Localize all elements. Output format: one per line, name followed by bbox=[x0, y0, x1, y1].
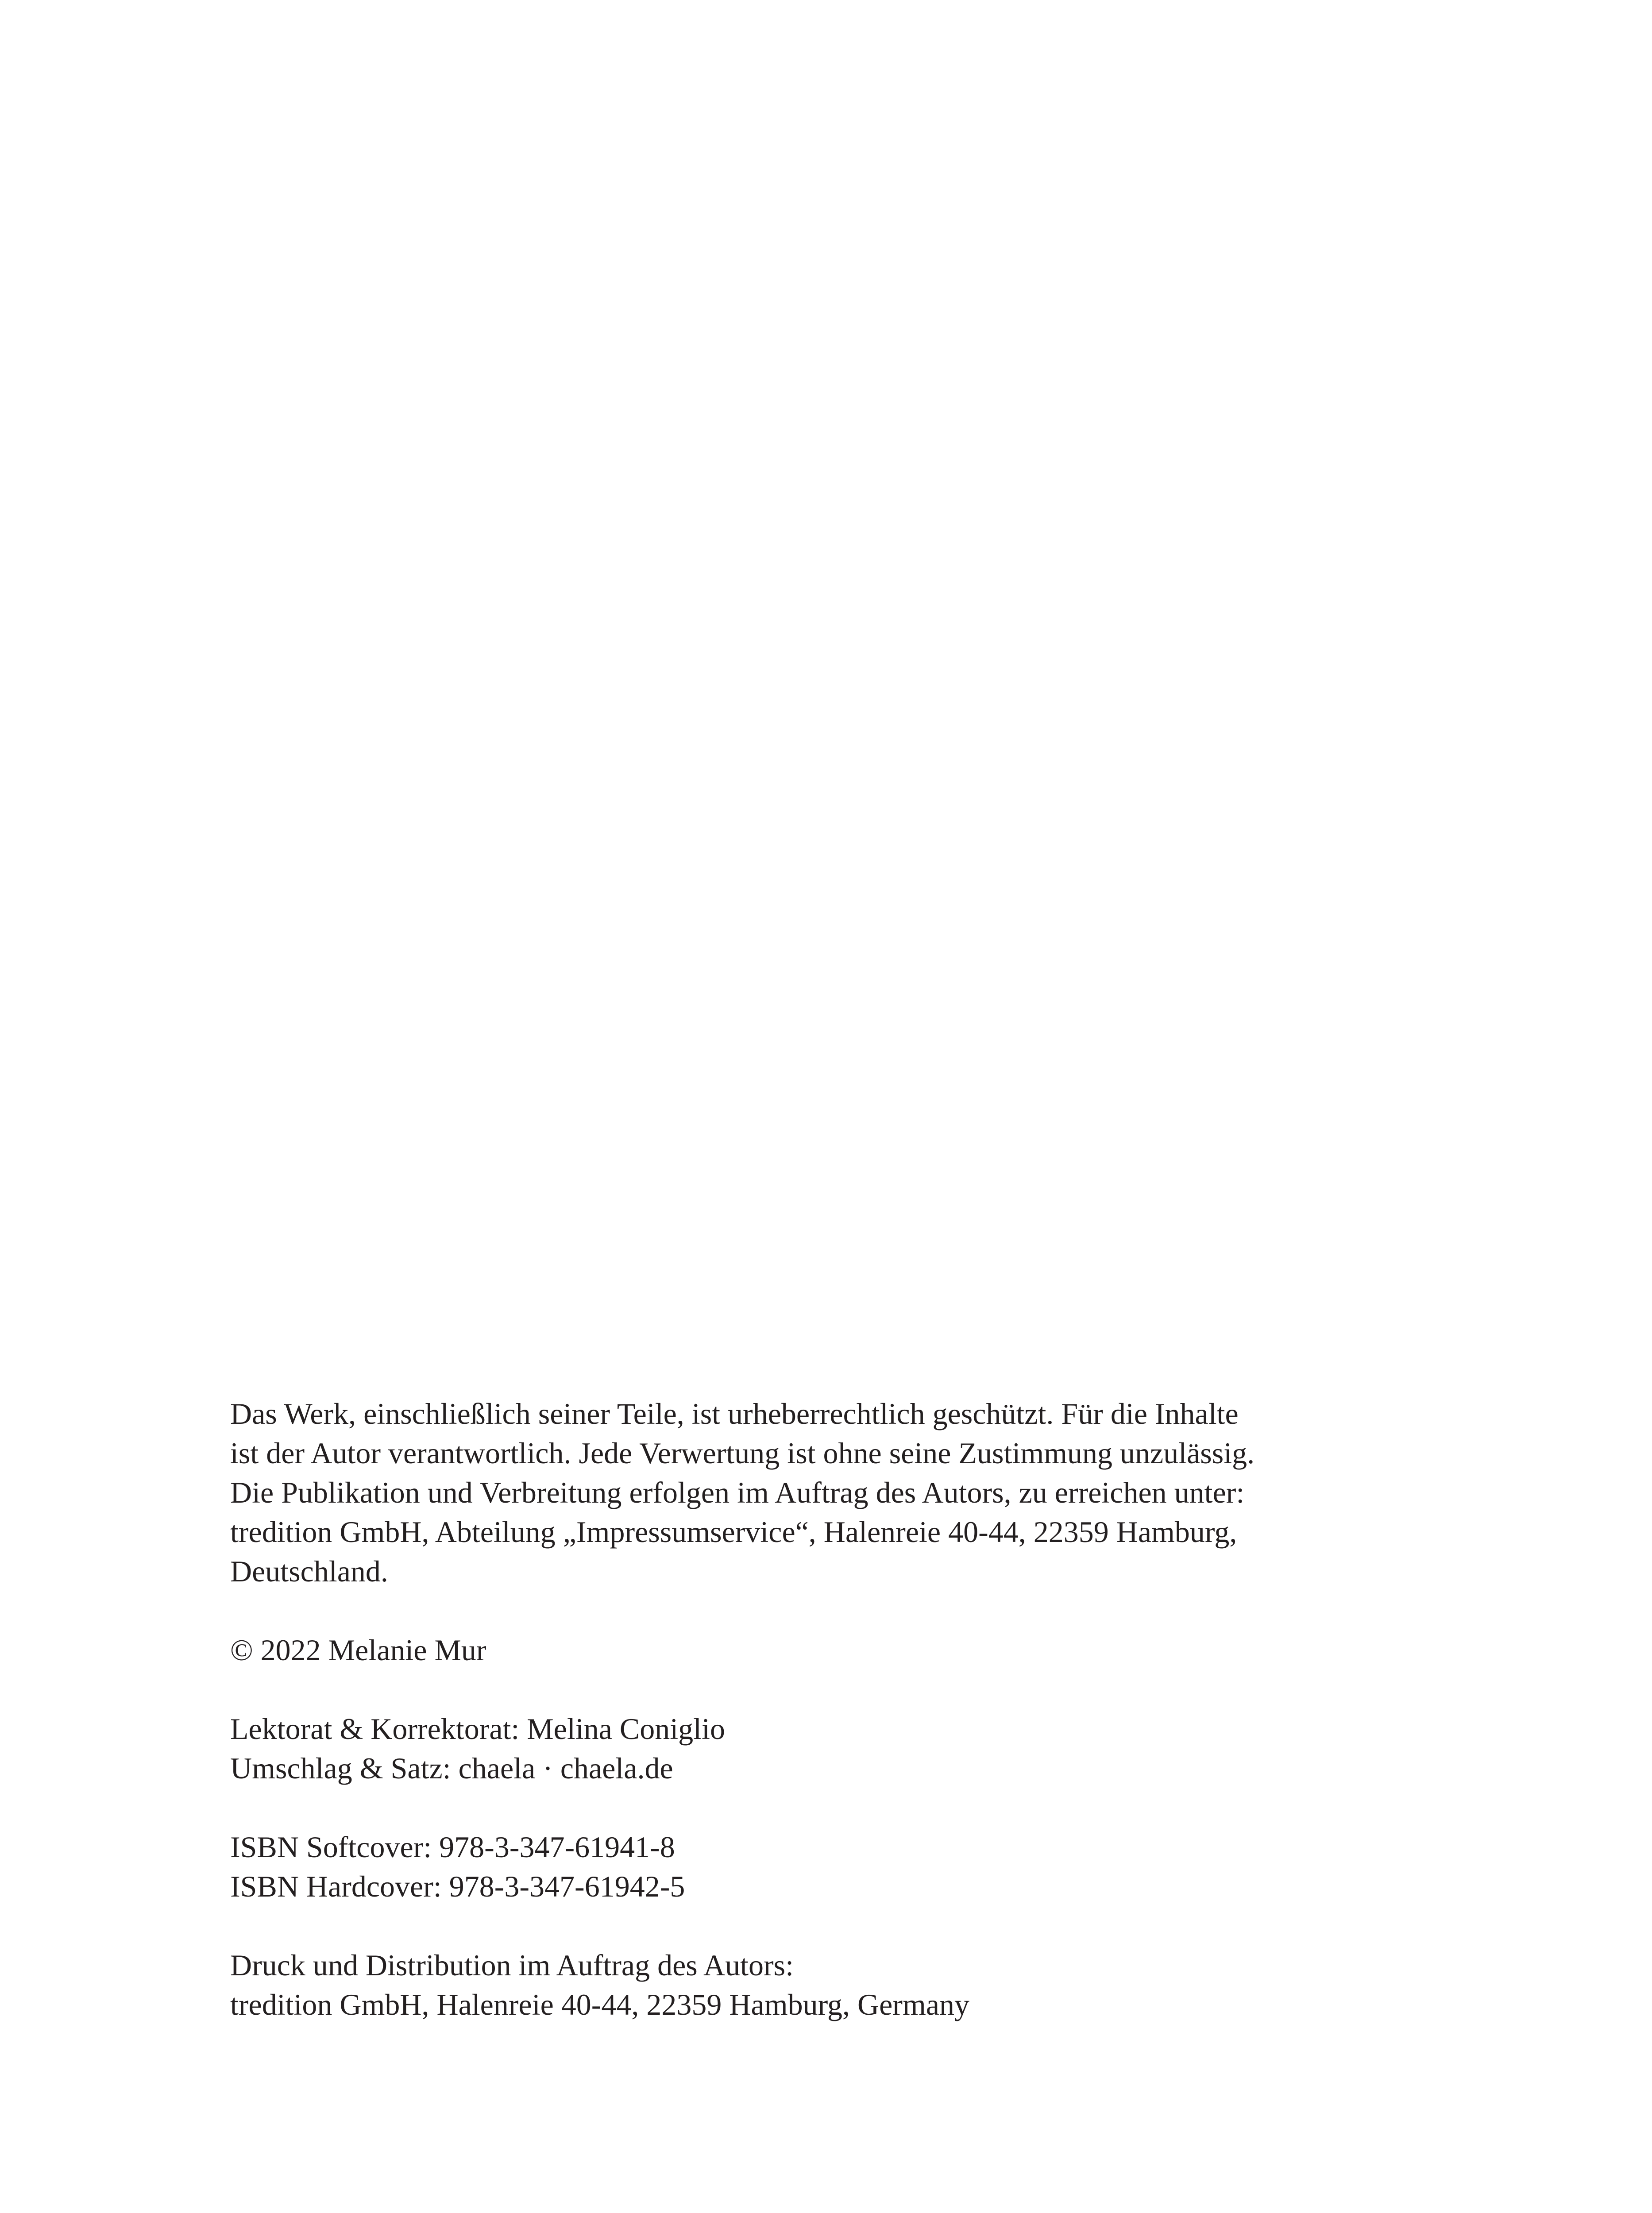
copyright-notice-line: Das Werk, einschließlich seiner Teile, ist urheberrechtlich geschützt. Für die Inhalte bbox=[230, 1397, 1239, 1430]
copyright-notice bbox=[230, 1394, 1558, 1591]
copyright-notice-line: tredition GmbH, Abteilung „Impressumservice“, Halenreie 40-44, 22359 Hamburg, bbox=[230, 1515, 1237, 1549]
printing-heading: Druck und Distribution im Auftrag des Autors: bbox=[230, 1948, 794, 1982]
printing-address: tredition GmbH, Halenreie 40-44, 22359 Hamburg, Germany bbox=[230, 1988, 970, 2021]
credit-editing: Lektorat & Korrektorat: Melina Coniglio bbox=[230, 1712, 725, 1746]
credit-cover-typesetting: Umschlag & Satz: chaela · chaela.de bbox=[230, 1751, 673, 1785]
copyright-text: © 2022 Melanie Mur bbox=[230, 1633, 486, 1667]
printing-info bbox=[230, 1946, 1558, 2024]
imprint-block bbox=[230, 1394, 1558, 2024]
copyright-notice-line: Die Publikation und Verbreitung erfolgen im Auftrag des Autors, zu erreichen unter: bbox=[230, 1476, 1245, 1509]
isbn-hardcover: ISBN Hardcover: 978-3-347-61942-5 bbox=[230, 1870, 685, 1903]
copyright-notice-line: Deutschland. bbox=[230, 1554, 388, 1588]
isbn-softcover: ISBN Softcover: 978-3-347-61941-8 bbox=[230, 1830, 675, 1864]
copyright-notice-line: ist der Autor verantwortlich. Jede Verwertung ist ohne seine Zustimmung unzulässig. bbox=[230, 1436, 1255, 1470]
copyright-line bbox=[230, 1631, 1558, 1670]
credits bbox=[230, 1709, 1558, 1788]
isbn-block bbox=[230, 1827, 1558, 1906]
